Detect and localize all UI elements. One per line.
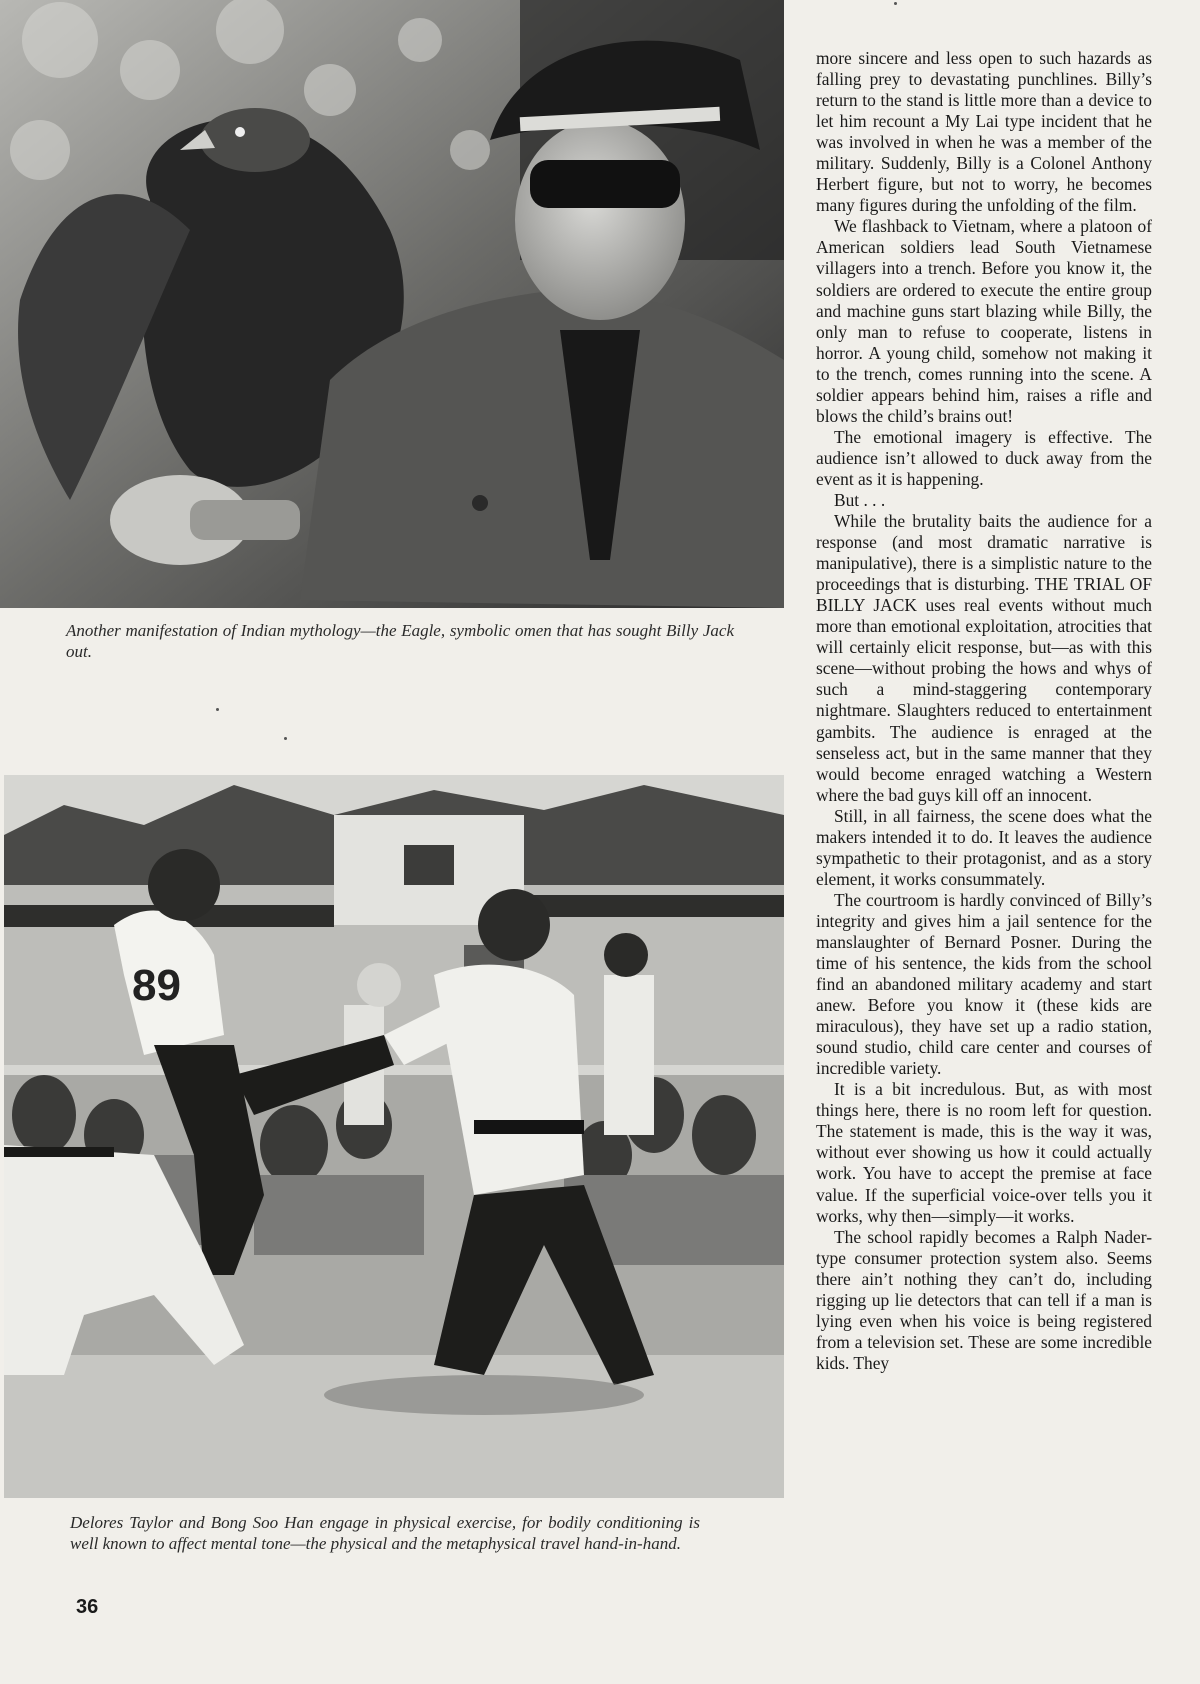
photo-eagle-and-man bbox=[0, 0, 784, 608]
print-speck bbox=[894, 2, 897, 5]
article-paragraph: more sincere and less open to such hazards as falling prey to devastating punchlines. Billy’s return to the stand is little more than a device to let him recount a My Lai type incident that he was involved in when he was a member of the military. Suddenly, Billy is a Colonel Anthony Herbert figure, but not to worry, he becomes many figures during the unfolding of the film. bbox=[816, 48, 1152, 216]
article-paragraph: We flashback to Vietnam, where a platoon of American soldiers lead South Vietnamese villagers into a trench. Before you know it, the soldiers are ordered to execute the entire group and machine guns start blazing while Billy, the only man to refuse to cooperate, listens in horror. A young child, somehow not making it to the trench, comes running into the scene. A soldier appears behind him, raises a rifle and blows the child’s brains out! bbox=[816, 216, 1152, 426]
article-paragraph: The emotional imagery is effective. The audience isn’t allowed to duck away from the event as it is happening. bbox=[816, 426, 1152, 489]
article-paragraph: Still, in all fairness, the scene does what the makers intended it to do. It leaves the audience sympathetic to their protagonist, and as a story element, it works consummately. bbox=[816, 805, 1152, 889]
jersey-number: 89 bbox=[132, 961, 181, 1010]
photo-karate-demonstration bbox=[4, 775, 784, 1498]
page-number: 36 bbox=[76, 1596, 99, 1618]
article-paragraph: But . . . bbox=[834, 489, 886, 510]
article-paragraph: It is a bit incredulous. But, as with most things here, there is no room left for question. The statement is made, this is the way it was, without ever showing us how it could actually work. You have to accept the premise at face value. If the superficial voice-over tells you it works, why then—simply—it works. bbox=[816, 1079, 1152, 1226]
article-paragraph: While the brutality baits the audience for a response (and most dramatic narrative is manipulative), there is a simplistic nature to the proceedings that is disturbing. THE TRIAL OF BILLY JACK uses real events without much more than emotional exploitation, atrocities that will certainly elicit response, but—as with this scene—without probing the hows and whys of such a mind-staggering contemporary nightmare. Slaughters reduced to entertainment gambits. The audience is enraged at the senseless act, but in the same manner that they would become enraged watching a Western where the bad guys kill off an innocent. bbox=[816, 511, 1152, 805]
article-column bbox=[816, 48, 1152, 1598]
article-paragraph: The courtroom is hardly convinced of Billy’s integrity and gives him a jail sentence for the manslaughter of Bernard Posner. During the time of his sentence, the kids from the school find an abandoned military academy and start anew. Before you know it (these kids are miraculous), they have set up a radio station, sound studio, child care center and courses of incredible variety. bbox=[816, 889, 1152, 1079]
article-paragraph: The school rapidly becomes a Ralph Nader-type consumer protection system also. Seems there ain’t nothing they can’t do, including rigging up lie detectors that can tell if a man is lying even when his voice is being registered from a television set. These are some incredible kids. They bbox=[816, 1226, 1152, 1373]
caption-eagle: Another manifestation of Indian mythology—the Eagle, symbolic omen that has sought Billy Jack out. bbox=[66, 621, 734, 661]
print-speck bbox=[284, 737, 287, 740]
print-speck bbox=[216, 708, 219, 711]
caption-karate: Delores Taylor and Bong Soo Han engage in physical exercise, for bodily conditioning is well known to affect mental tone—the physical and the metaphysical travel hand-in-hand. bbox=[70, 1513, 700, 1553]
